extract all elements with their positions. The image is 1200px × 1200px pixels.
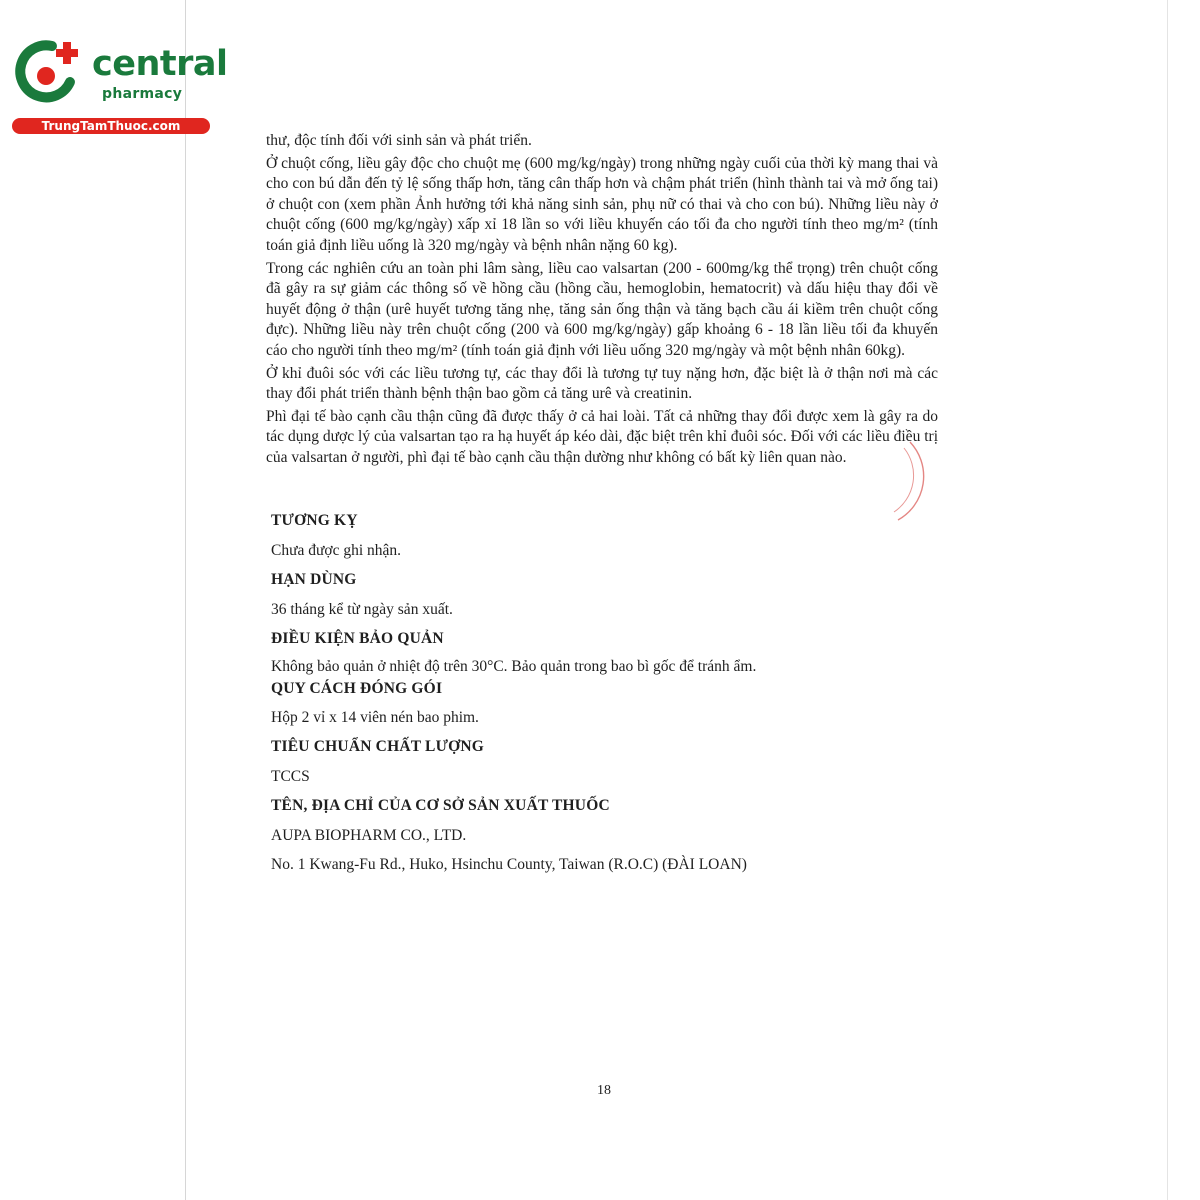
pharmacy-cross-logo-icon [8,36,88,106]
central-pharmacy-logo[interactable] [8,36,228,136]
logo-website-banner: TrungTamThuoc.com [12,118,210,134]
section-title-manufacturer: TÊN, ĐỊA CHỈ CỦA CƠ SỞ SẢN XUẤT THUỐC [271,797,610,814]
page-right-edge [1167,0,1168,1200]
section-title-packaging: QUY CÁCH ĐÓNG GÓI [271,680,443,697]
page-left-edge [185,0,186,1200]
packaging-text: Hộp 2 vỉ x 14 viên nén bao phim. [271,709,479,726]
paragraph-continuation: thư, độc tính đối với sinh sản và phát triển. [266,132,532,149]
paragraph-rat-toxicity: Ở chuột cống, liều gây độc cho chuột mẹ (600 mg/kg/ngày) trong những ngày cuối của thời kỳ mang thai và cho con bú dẫn đến tỷ lệ sống thấp hơn, tăng cân thấp hơn và chậm phát triển (hình thành tai và mở ống tai) ở chuột con (xem phần Ảnh hưởng tới khả năng sinh sản, phụ nữ có thai và cho con bú). Những liều này ở chuột cống (600 mg/kg/ngày) xấp xỉ 18 lần so với liều khuyến cáo tối đa cho người tính theo mg/m² (tính toán giả định liều uống là 320 mg/ngày và bệnh nhân nặng 60 kg). [266,154,938,254]
section-title-storage: ĐIỀU KIỆN BẢO QUẢN [271,630,444,647]
incompatibilities-text: Chưa được ghi nhận. [271,542,402,559]
document-body [266,131,938,471]
logo-sub-text: pharmacy [102,86,183,102]
section-title-expiry: HẠN DÙNG [271,571,357,588]
section-title-incompatibilities: TƯƠNG KỴ [271,512,358,529]
storage-text: Không bảo quản ở nhiệt độ trên 30°C. Bảo quản trong bao bì gốc để tránh ẩm. [271,658,757,675]
quality-standard-text: TCCS [271,768,310,785]
logo-brand-text: central [92,44,228,84]
red-seal-stamp [870,440,930,530]
manufacturer-name: AUPA BIOPHARM CO., LTD. [271,827,467,844]
paragraph-juxtaglomerular: Phì đại tế bào cạnh cầu thận cũng đã được thấy ở cả hai loài. Tất cả những thay đổi được xem là gây ra do tác dụng dược lý của valsartan tạo ra hạ huyết áp kéo dài, đặc biệt trên khỉ đuôi sóc. Đối với các liều điều trị của valsartan ở người, phì đại tế bào cạnh cầu thận dường như không có bất kỳ liên quan nào. [266,407,938,466]
expiry-text: 36 tháng kể từ ngày sản xuất. [271,601,453,618]
paragraph-marmoset: Ở khỉ đuôi sóc với các liều tương tự, các thay đổi là tương tự tuy nặng hơn, đặc biệt là ở thận nơi mà các thay đổi phát triển thành bệnh thận bao gồm cả tăng urê và creatinin. [266,364,938,403]
section-title-quality-standard: TIÊU CHUẨN CHẤT LƯỢNG [271,738,485,755]
manufacturer-address: No. 1 Kwang-Fu Rd., Huko, Hsinchu County, Taiwan (R.O.C) (ĐÀI LOAN) [271,856,747,873]
page-number: 18 [597,1083,611,1098]
paragraph-nonclinical-safety: Trong các nghiên cứu an toàn phi lâm sàng, liều cao valsartan (200 - 600mg/kg thể trọng) trên chuột cống đã gây ra sự giảm các thông số về hồng cầu (hồng cầu, hemoglobin, hematocrit) và dấu hiệu thay đổi về huyết động ở thận (urê huyết tương tăng nhẹ, tăng sản ống thận và tăng bạch cầu ái kiềm trên chuột cống đực). Những liều này trên chuột cống (200 và 600 mg/kg/ngày) gấp khoảng 6 - 18 lần liều tối đa khuyến cáo cho người tính theo mg/m² (tính toán giả định với liều uống 320 mg/ngày và một bệnh nhân 60kg). [266,259,938,359]
